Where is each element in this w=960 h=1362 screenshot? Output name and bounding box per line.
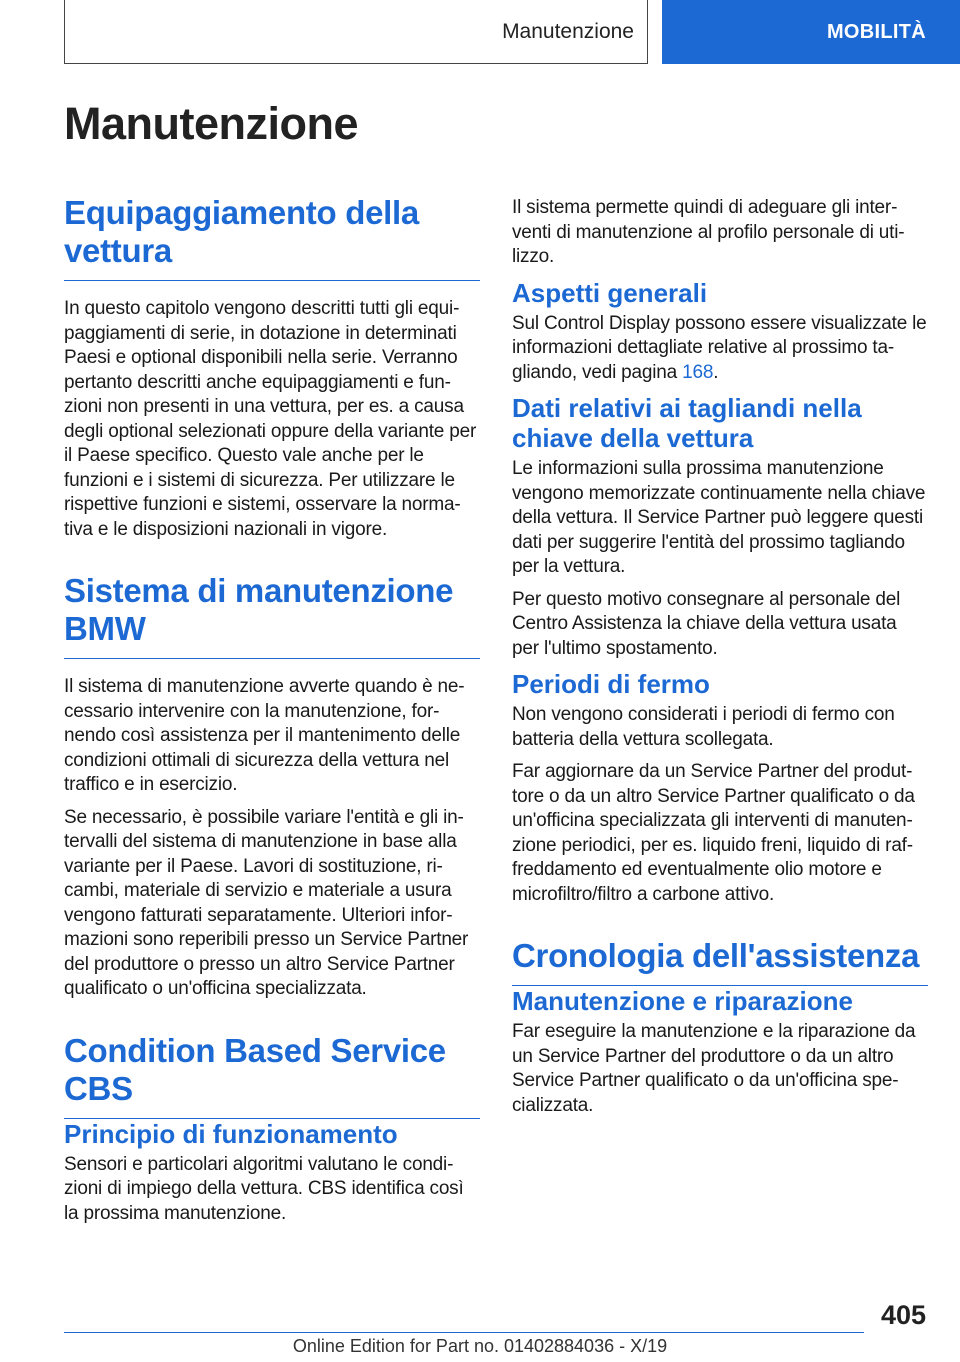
subheading-periodi-fermo: Periodi di fermo	[512, 669, 710, 699]
paragraph-periodi-2: Far aggiornare da un Service Partner del produttore o da un altro Service Partner qualificato o da un'officina specializzata gli interventi di manutenzione periodici, per es. liquido freni, liquido di raffreddamento ed eventualmente olio motore e microfiltro/filtro a carbone attivo.	[512, 761, 915, 905]
section-title-equipaggiamento: Equipaggiamento della vettura	[64, 194, 480, 281]
page-title: Manutenzione	[64, 98, 358, 149]
footer-edition: Online Edition for Part no. 01402884036 - X/19	[292, 1336, 668, 1356]
aspetti-end: .	[713, 361, 719, 383]
paragraph-dati-2: Per questo motivo consegnare al personale del Centro Assistenza la chiave della vettura usata per l'ultimo spostamento.	[512, 588, 901, 659]
paragraph-dati-1: Le informazioni sulla prossima manutenzione vengono memorizzate continuamente nella chiave della vettura. Il Service Partner può leggere questi dati per suggerire l'entità del prossimo tagliando per la vettura.	[512, 458, 926, 577]
footer-divider	[64, 1332, 864, 1333]
paragraph-aspetti	[512, 312, 928, 386]
page-reference-link[interactable]: 168	[682, 361, 714, 383]
right-column	[512, 196, 928, 1126]
section-title-cronologia: Cronologia dell'assistenza	[512, 937, 928, 986]
section-title-cbs: Condition Based Service CBS	[64, 1032, 480, 1119]
page-number: 405	[880, 1300, 926, 1330]
subheading-aspetti-generali: Aspetti generali	[512, 277, 708, 308]
paragraph-periodi-1: Non vengono considerati i periodi di fermo con batteria della vettura scollegata.	[512, 704, 895, 750]
paragraph-sistema-2: Se necessario, è possibile variare l'entità e gli intervalli del sistema di manutenzione in base alla variante per il Paese. Lavori di sostituzione, ricambi, materiale di servizio e materiale a usura vengono fatturati separatamente. Ulteriori informazioni sono reperibili presso un Service Partner del produttore o presso un altro Service Partner qualificato o un'officina specializzata.	[64, 806, 469, 999]
header-chapter-tab[interactable]: MOBILITÀ	[662, 0, 960, 64]
aspetti-text: Sul Control Display possono essere visualizzate le informazioni dettagliate relative al prossimo tagliando, vedi pagina	[512, 312, 927, 383]
subheading-manutenzione-riparazione: Manutenzione e riparazione	[512, 986, 853, 1016]
left-column	[64, 194, 480, 1234]
paragraph-equipaggiamento: In questo capitolo vengono descritti tutti gli equipaggiamenti di serie, in dotazione in determinati Paesi e optional disponibili nella serie. Verranno pertanto descritti anche equipaggiamenti e funzioni non presenti in una vettura, per es. a causa degli optional selezionati oppure della variante per il Paese specifico. Questo vale anche per le funzioni e i sistemi di sicurezza. Per utilizzare le rispettive funzioni e sistemi, osservare la normativa e le disposizioni nazionali in vigore.	[64, 298, 477, 540]
subheading-principio: Principio di funzionamento	[64, 1118, 398, 1149]
subheading-dati-tagliandi: Dati relativi ai tagliandi nella chiave della vettura	[512, 393, 862, 453]
header-section-title: Manutenzione	[502, 20, 634, 43]
paragraph-manutenzione: Far eseguire la manutenzione e la riparazione da un Service Partner del produttore o da un altro Service Partner qualificato o da un'officina specializzata.	[512, 1021, 916, 1116]
section-title-sistema-manutenzione: Sistema di manutenzione BMW	[64, 572, 480, 659]
paragraph-sistema-1: Il sistema di manutenzione avverte quando è necessario intervenire con la manutenzione, fornendo così assistenza per il mantenimento delle condizioni ottimali di sicurezza della vettura nel traffico e in esercizio.	[64, 676, 465, 795]
paragraph-profilo: Il sistema permette quindi di adeguare gli interventi di manutenzione al profilo personale di utilizzo.	[512, 197, 905, 267]
paragraph-principio: Sensori e particolari algoritmi valutano le condizioni di impiego della vettura. CBS identifica così la prossima manutenzione.	[64, 1153, 464, 1224]
